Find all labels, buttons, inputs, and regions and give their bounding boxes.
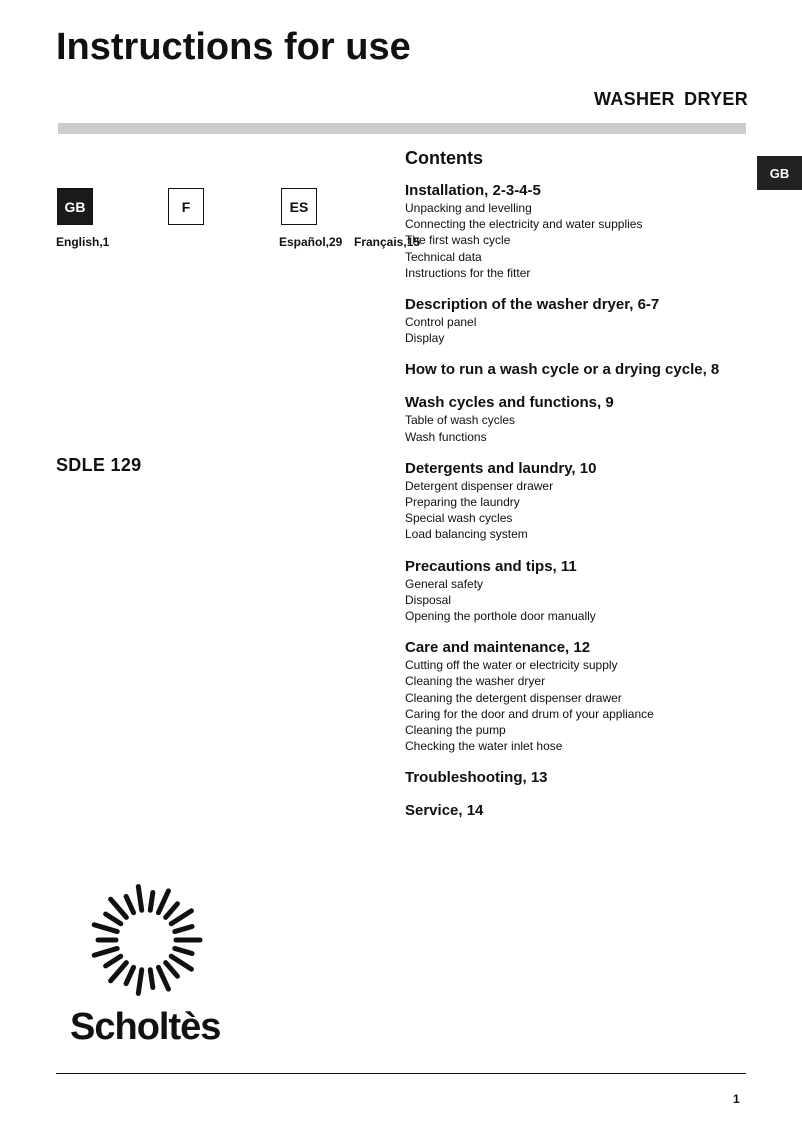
- language-box-es[interactable]: ES: [281, 188, 317, 225]
- toc-item[interactable]: Caring for the door and drum of your appliance: [405, 706, 654, 721]
- language-caption-francais: Français,15: [354, 235, 421, 249]
- product-type: WASHER DRYER: [594, 89, 748, 109]
- toc-section-heading[interactable]: Detergents and laundry, 10: [405, 459, 597, 477]
- language-side-tab: GB: [757, 156, 802, 190]
- toc-item[interactable]: Cleaning the detergent dispenser drawer: [405, 690, 622, 705]
- toc-item[interactable]: Checking the water inlet hose: [405, 739, 563, 754]
- sun-ray: [94, 925, 117, 932]
- sun-ray: [111, 963, 127, 981]
- header-divider: [58, 123, 746, 134]
- toc-item[interactable]: Preparing the laundry: [405, 495, 520, 510]
- language-caption-espanol: Español,29: [279, 235, 343, 249]
- toc-item[interactable]: Detergent dispenser drawer: [405, 478, 554, 493]
- toc-section-heading[interactable]: Troubleshooting, 13: [405, 769, 548, 787]
- table-of-contents: [405, 148, 785, 835]
- footer-divider: [56, 1073, 746, 1074]
- toc-section: [405, 296, 785, 346]
- toc-item[interactable]: Cleaning the pump: [405, 723, 506, 738]
- toc-section-heading[interactable]: Care and maintenance, 12: [405, 639, 591, 657]
- toc-item[interactable]: Disposal: [405, 592, 452, 607]
- toc-item[interactable]: General safety: [405, 576, 484, 591]
- toc-section: [405, 460, 785, 543]
- toc-item[interactable]: Opening the porthole door manually: [405, 609, 596, 624]
- sun-ray: [111, 899, 127, 917]
- language-caption-english: English,1: [56, 235, 110, 249]
- sun-ray: [150, 892, 153, 910]
- sun-ray: [126, 967, 133, 983]
- toc-item[interactable]: Control panel: [405, 315, 477, 330]
- toc-item[interactable]: Load balancing system: [405, 527, 528, 542]
- contents-title: Contents: [405, 148, 483, 168]
- sun-ray: [126, 896, 133, 912]
- toc-section: [405, 769, 785, 787]
- toc-item[interactable]: Cleaning the washer dryer: [405, 674, 546, 689]
- toc-section: [405, 558, 785, 625]
- toc-item[interactable]: Instructions for the fitter: [405, 265, 531, 280]
- language-box-gb[interactable]: GB: [57, 188, 93, 225]
- toc-item[interactable]: Connecting the electricity and water supplies: [405, 217, 643, 232]
- sun-ray: [138, 970, 141, 994]
- brand-logo: [66, 884, 226, 1054]
- sun-ray: [138, 887, 141, 911]
- sun-ray: [171, 911, 191, 924]
- toc-section-heading[interactable]: Wash cycles and functions, 9: [405, 394, 614, 412]
- sun-ray: [166, 963, 178, 977]
- language-box-f[interactable]: F: [168, 188, 204, 225]
- toc-section-heading[interactable]: Description of the washer dryer, 6-7: [405, 296, 660, 314]
- sun-ray: [166, 904, 178, 918]
- toc-section-heading[interactable]: Service, 14: [405, 802, 484, 820]
- page-title: Instructions for use: [56, 26, 411, 68]
- toc-item[interactable]: Unpacking and levelling: [405, 201, 532, 215]
- toc-item[interactable]: Display: [405, 331, 445, 346]
- sun-ray: [171, 956, 191, 969]
- toc-section: [405, 361, 785, 379]
- sun-ray: [106, 956, 121, 966]
- brand-name: Scholtès: [70, 1006, 221, 1048]
- sun-ray: [158, 891, 168, 913]
- toc-section-heading[interactable]: Precautions and tips, 11: [405, 557, 577, 575]
- sun-ray: [150, 970, 153, 988]
- toc-item[interactable]: Special wash cycles: [405, 511, 513, 526]
- sun-ray: [175, 948, 192, 953]
- toc-section: [405, 394, 785, 444]
- page-number: 1: [733, 1092, 740, 1106]
- toc-item[interactable]: The first wash cycle: [405, 233, 511, 248]
- toc-item[interactable]: Wash functions: [405, 429, 487, 444]
- toc-item[interactable]: Table of wash cycles: [405, 413, 516, 428]
- toc-section-heading[interactable]: How to run a wash cycle or a drying cycle, 8: [405, 361, 720, 379]
- model-number: SDLE 129: [56, 455, 142, 475]
- toc-section-heading[interactable]: Installation, 2-3-4-5: [405, 182, 541, 199]
- toc-item[interactable]: Cutting off the water or electricity supply: [405, 658, 618, 673]
- toc-item[interactable]: Technical data: [405, 249, 482, 264]
- toc-section: [405, 802, 785, 820]
- contents-sections: [405, 182, 785, 820]
- toc-section: [405, 639, 785, 754]
- sun-ray: [106, 914, 121, 924]
- sun-ray: [94, 948, 117, 955]
- sun-burst-icon: [74, 884, 214, 1004]
- sun-ray: [158, 967, 168, 989]
- sun-ray: [175, 926, 192, 931]
- toc-section: [405, 182, 785, 281]
